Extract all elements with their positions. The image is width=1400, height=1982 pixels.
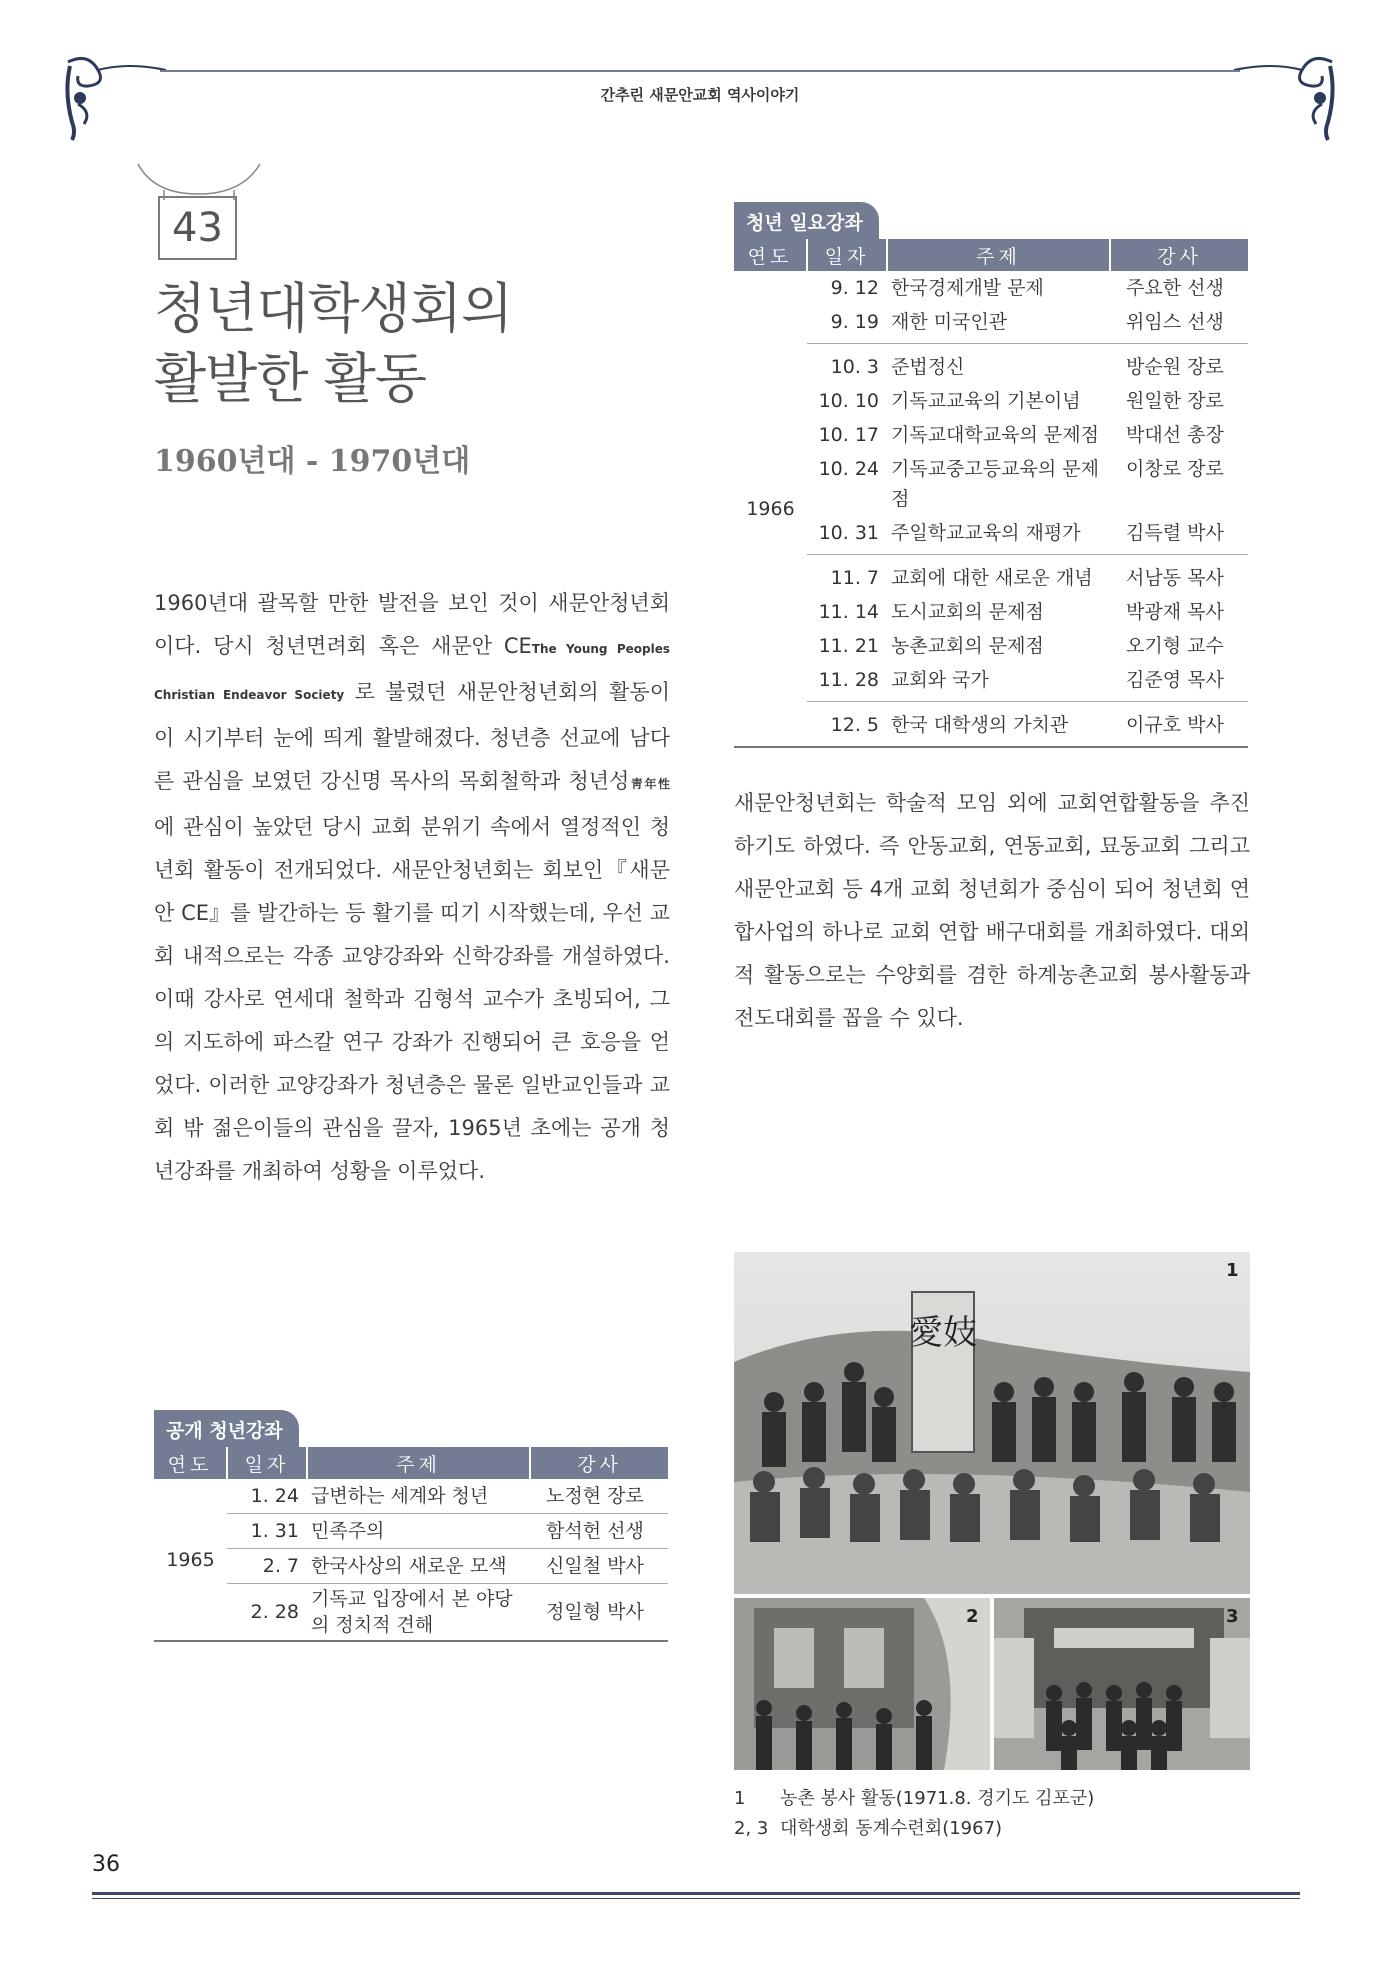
year-cell: 1966 bbox=[734, 271, 807, 747]
date-cell: 11. 7 bbox=[830, 567, 879, 589]
right-body-paragraph: 새문안청년회는 학술적 모임 외에 교회연합활동을 추진하기도 하였다. 즉 안동교회, 연동교회, 묘동교회 그리고 새문안교회 등 4개 교회 청년회가 중심이 되어 청년회 연합사업의 하나로 교회 연합 배구대회를 개최하였다. 대외적 활동으로는 수양회를 겸한 하계농촌교회 봉사활동과 전도대회를 꼽을 수 있다. bbox=[734, 791, 1250, 1030]
topic-cell: 기독교교육의 기본이념 bbox=[891, 390, 1081, 412]
date-cell: 2. 28 bbox=[227, 1584, 307, 1642]
col-topic: 주제 bbox=[887, 239, 1110, 271]
photo-label-2: 2 bbox=[966, 1606, 979, 1627]
footer-rule bbox=[92, 1892, 1300, 1895]
topic-cell: 준법정신 bbox=[891, 356, 965, 378]
speaker-cell: 박광재 목사 bbox=[1126, 601, 1224, 623]
col-date: 일자 bbox=[227, 1447, 307, 1479]
public-lectures-title: 공개 청년강좌 bbox=[154, 1410, 299, 1447]
table-row bbox=[734, 663, 1248, 702]
table-row bbox=[154, 1479, 668, 1514]
caption-1-num: 1 bbox=[734, 1788, 746, 1809]
header-rule bbox=[160, 70, 1240, 72]
topic-cell: 기독교 입장에서 본 야당의 정치적 견해 bbox=[307, 1584, 530, 1642]
caption-2 bbox=[734, 1814, 1250, 1844]
date-cell: 10. 10 bbox=[818, 390, 879, 412]
speaker-cell: 이창로 장로 bbox=[1126, 458, 1224, 480]
chapter-number: 43 bbox=[158, 196, 237, 260]
hanja-note: 靑年性 bbox=[629, 777, 670, 791]
table-row bbox=[734, 516, 1248, 555]
date-cell: 9. 19 bbox=[807, 305, 887, 344]
sunday-lectures-table bbox=[734, 202, 1248, 748]
photo-label-1: 1 bbox=[1226, 1260, 1239, 1281]
footer-rule-thin bbox=[92, 1898, 1300, 1899]
roof-ornament-icon bbox=[134, 160, 264, 200]
speaker-cell: 김준영 목사 bbox=[1110, 663, 1248, 702]
topic-cell: 도시교회의 문제점 bbox=[891, 601, 1044, 623]
sunday-lectures-grid bbox=[734, 239, 1248, 748]
table-row bbox=[734, 555, 1248, 596]
public-lectures-table bbox=[154, 1410, 668, 1642]
speaker-cell: 함석헌 선생 bbox=[530, 1514, 668, 1549]
speaker-cell: 오기형 교수 bbox=[1126, 635, 1224, 657]
col-year: 연도 bbox=[154, 1447, 227, 1479]
table-row bbox=[734, 595, 1248, 629]
photo-sign-text: 愛妓 bbox=[909, 1313, 977, 1353]
topic-cell: 기독교대학교육의 문제점 bbox=[891, 424, 1099, 446]
page-number: 36 bbox=[92, 1852, 120, 1877]
date-cell: 1. 31 bbox=[227, 1514, 307, 1549]
topic-cell: 한국 대학생의 가치관 bbox=[887, 702, 1110, 748]
speaker-cell: 노정현 장로 bbox=[530, 1479, 668, 1514]
sunday-lectures-title: 청년 일요강좌 bbox=[734, 202, 879, 239]
speaker-cell: 방순원 장로 bbox=[1126, 356, 1224, 378]
table-row bbox=[154, 1514, 668, 1549]
caption-1-text: 농촌 봉사 활동(1971.8. 경기도 김포군) bbox=[780, 1788, 1095, 1809]
topic-cell: 민족주의 bbox=[307, 1514, 530, 1549]
table-row bbox=[154, 1549, 668, 1584]
col-topic: 주제 bbox=[307, 1447, 530, 1479]
col-date: 일자 bbox=[807, 239, 887, 271]
topic-cell: 주일학교교육의 재평가 bbox=[887, 516, 1110, 555]
date-cell: 10. 31 bbox=[807, 516, 887, 555]
chapter-title-line2: 활발한 활동 bbox=[154, 347, 426, 410]
topic-cell: 한국사상의 새로운 모색 bbox=[307, 1549, 530, 1584]
table-row bbox=[734, 702, 1248, 748]
col-speaker: 강사 bbox=[1110, 239, 1248, 271]
photo-winter-retreat-a bbox=[734, 1598, 990, 1770]
body-left-part1: 1960년대 괄목할 만한 발전을 보인 것이 새문안청년회이다. 당시 청년면려회 혹은 새문안 CE bbox=[154, 591, 670, 658]
public-lectures-grid bbox=[154, 1447, 668, 1642]
caption-1 bbox=[734, 1784, 1250, 1814]
chapter-period: 1960년대 - 1970년대 bbox=[154, 444, 471, 479]
date-cell: 1. 24 bbox=[227, 1479, 307, 1514]
table-row bbox=[734, 418, 1248, 452]
topic-cell: 기독교중고등교육의 문제점 bbox=[891, 458, 1099, 510]
table-row bbox=[734, 629, 1248, 663]
ce-footnote: The Young Peoples Christian Endeavor Society bbox=[154, 642, 670, 702]
chapter-title bbox=[154, 274, 512, 414]
photo-captions bbox=[734, 1784, 1250, 1844]
table-row bbox=[734, 344, 1248, 385]
date-cell: 10. 3 bbox=[830, 356, 879, 378]
table-row bbox=[154, 1584, 668, 1642]
table-row bbox=[734, 452, 1248, 516]
running-header: 간추린 새문안교회 역사이야기 bbox=[600, 86, 800, 104]
topic-cell: 교회에 대한 새로운 개념 bbox=[891, 567, 1093, 589]
table-row bbox=[734, 271, 1248, 305]
date-cell: 9. 12 bbox=[830, 277, 879, 299]
speaker-cell: 서남동 목사 bbox=[1126, 567, 1224, 589]
speaker-cell: 박대선 총장 bbox=[1126, 424, 1224, 446]
table-row bbox=[734, 305, 1248, 344]
left-body-paragraph bbox=[154, 582, 670, 1193]
chapter-title-line1: 청년대학생회의 bbox=[154, 277, 513, 340]
topic-cell: 교회와 국가 bbox=[887, 663, 1110, 702]
speaker-cell: 신일철 박사 bbox=[530, 1549, 668, 1584]
speaker-cell: 이규호 박사 bbox=[1110, 702, 1248, 748]
speaker-cell: 원일한 장로 bbox=[1126, 390, 1224, 412]
caption-2-num: 2, 3 bbox=[734, 1818, 769, 1839]
body-left-part2: 로 불렸던 새문안청년회의 활동이 이 시기부터 눈에 띄게 활발해졌다. 청년층 선교에 남다른 관심을 보였던 강신명 목사의 목회철학과 청년성 bbox=[154, 680, 670, 793]
date-cell: 10. 17 bbox=[818, 424, 879, 446]
year-cell: 1965 bbox=[154, 1479, 227, 1641]
date-cell: 2. 7 bbox=[227, 1549, 307, 1584]
photo-rural-service bbox=[734, 1252, 1250, 1594]
date-cell: 11. 21 bbox=[818, 635, 879, 657]
body-left-part3: 에 관심이 높았던 당시 교회 분위기 속에서 열정적인 청년회 활동이 전개되었다. 새문안청년회는 회보인『새문안 CE』를 발간하는 등 활기를 띠기 시작했는데, 우선 교회 내적으로는 각종 교양강좌와 신학강좌를 개설하였다. 이때 강사로 연세대 철학과 김형석 교수가 초빙되어, 그의 지도하에 파스칼 연구 강좌가 진행되어 큰 호응을 얻었다. 이러한 교양강좌가 청년층은 물론 일반교인들과 교회 밖 젊은이들의 관심을 끌자, 1965년 초에는 공개 청년강좌를 개최하여 성황을 이루었다. bbox=[154, 815, 670, 1183]
topic-cell: 급변하는 세계와 청년 bbox=[307, 1479, 530, 1514]
speaker-cell: 김득렬 박사 bbox=[1110, 516, 1248, 555]
photo-winter-retreat-b bbox=[994, 1598, 1250, 1770]
date-cell: 11. 28 bbox=[807, 663, 887, 702]
photo-label-3: 3 bbox=[1226, 1606, 1239, 1627]
caption-2-text: 대학생회 동계수련회(1967) bbox=[780, 1818, 1003, 1839]
speaker-cell: 주요한 선생 bbox=[1126, 277, 1224, 299]
table-row bbox=[734, 384, 1248, 418]
speaker-cell: 위임스 선생 bbox=[1110, 305, 1248, 344]
date-cell: 11. 14 bbox=[818, 601, 879, 623]
topic-cell: 농촌교회의 문제점 bbox=[891, 635, 1044, 657]
topic-cell: 한국경제개발 문제 bbox=[891, 277, 1044, 299]
col-speaker: 강사 bbox=[530, 1447, 668, 1479]
col-year: 연도 bbox=[734, 239, 807, 271]
date-cell: 12. 5 bbox=[807, 702, 887, 748]
speaker-cell: 정일형 박사 bbox=[530, 1584, 668, 1642]
topic-cell: 재한 미국인관 bbox=[887, 305, 1110, 344]
date-cell: 10. 24 bbox=[818, 458, 879, 480]
